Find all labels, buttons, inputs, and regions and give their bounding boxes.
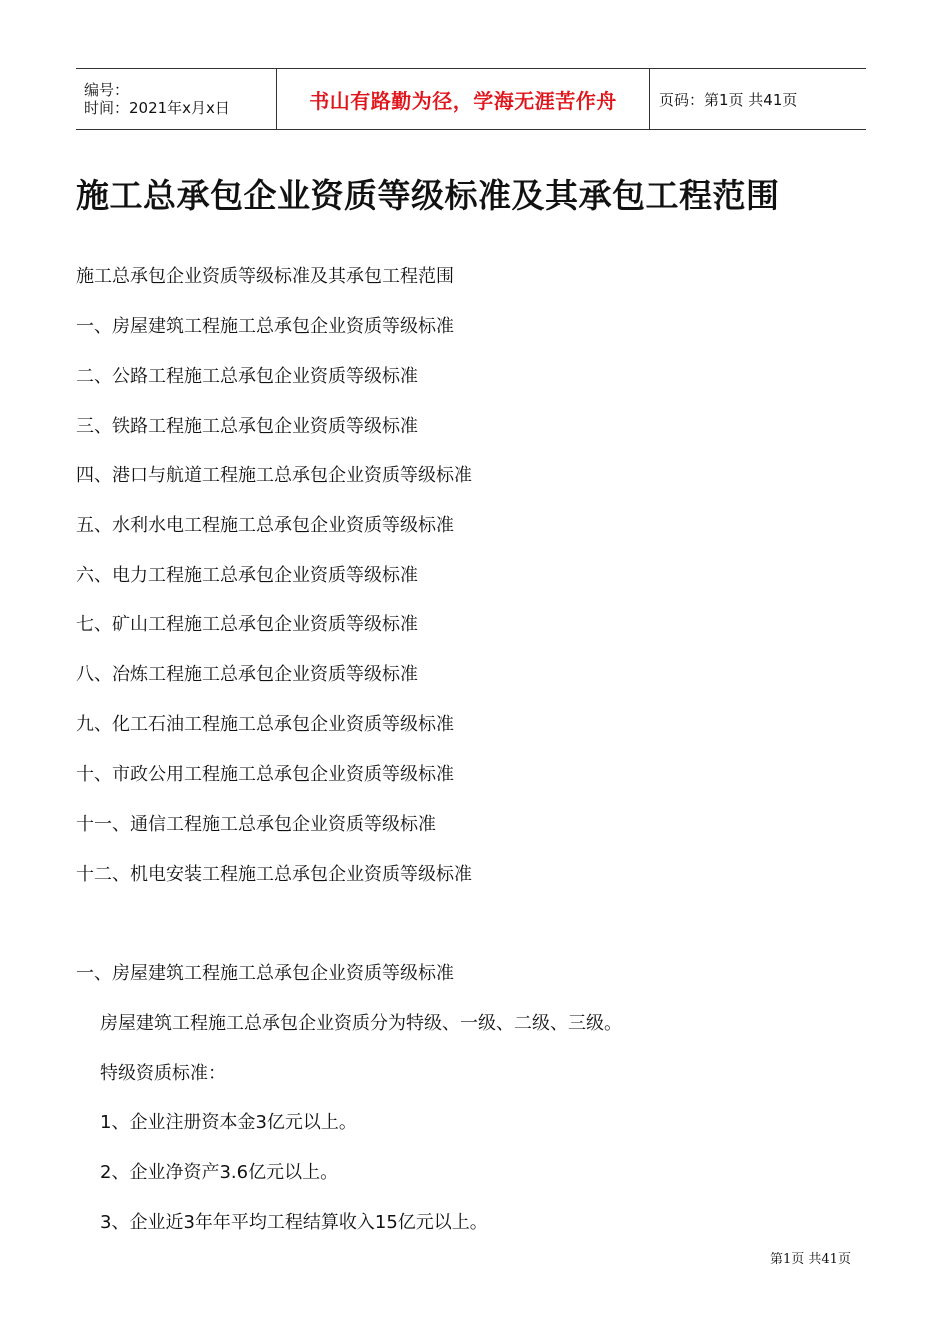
section-heading: 一、房屋建筑工程施工总承包企业资质等级标准: [76, 963, 454, 984]
requirement-item: 1、企业注册资本金3亿元以上。: [100, 1112, 357, 1133]
document-header: [76, 68, 866, 130]
toc-item: 八、冶炼工程施工总承包企业资质等级标准: [76, 664, 418, 685]
header-page-cell: [650, 69, 866, 129]
page-footer: 第1页 共41页: [770, 1252, 851, 1267]
requirement-item: 2、企业净资产3.6亿元以上。: [100, 1162, 339, 1183]
toc-item: 十二、机电安装工程施工总承包企业资质等级标准: [76, 864, 472, 885]
toc-item: 十、市政公用工程施工总承包企业资质等级标准: [76, 764, 454, 785]
header-page-number: 页码：第1页 共41页: [659, 90, 798, 109]
section-intro: 房屋建筑工程施工总承包企业资质分为特级、一级、二级、三级。: [100, 1013, 622, 1034]
toc-item: 三、铁路工程施工总承包企业资质等级标准: [76, 416, 418, 437]
serial-number-label: 编号：: [84, 81, 130, 99]
toc-item: 四、港口与航道工程施工总承包企业资质等级标准: [76, 465, 472, 486]
toc-item: 五、水利水电工程施工总承包企业资质等级标准: [76, 515, 454, 536]
toc-item: 二、公路工程施工总承包企业资质等级标准: [76, 366, 418, 387]
toc-item: 九、化工石油工程施工总承包企业资质等级标准: [76, 714, 454, 735]
requirement-item: 3、企业近3年年平均工程结算收入15亿元以上。: [100, 1212, 488, 1233]
toc-heading: 施工总承包企业资质等级标准及其承包工程范围: [76, 266, 454, 287]
document-title: 施工总承包企业资质等级标准及其承包工程范围: [76, 176, 780, 215]
header-meta: [76, 69, 277, 129]
special-grade-heading: 特级资质标准：: [100, 1063, 226, 1084]
header-motto-cell: [277, 69, 650, 129]
toc-item: 七、矿山工程施工总承包企业资质等级标准: [76, 614, 418, 635]
toc-item: 六、电力工程施工总承包企业资质等级标准: [76, 565, 418, 586]
header-motto: 书山有路勤为径，学海无涯苦作舟: [309, 88, 617, 113]
toc-item: 十一、通信工程施工总承包企业资质等级标准: [76, 814, 436, 835]
time-label: 时间：2021年x月x日: [84, 99, 230, 117]
toc-item: 一、房屋建筑工程施工总承包企业资质等级标准: [76, 316, 454, 337]
